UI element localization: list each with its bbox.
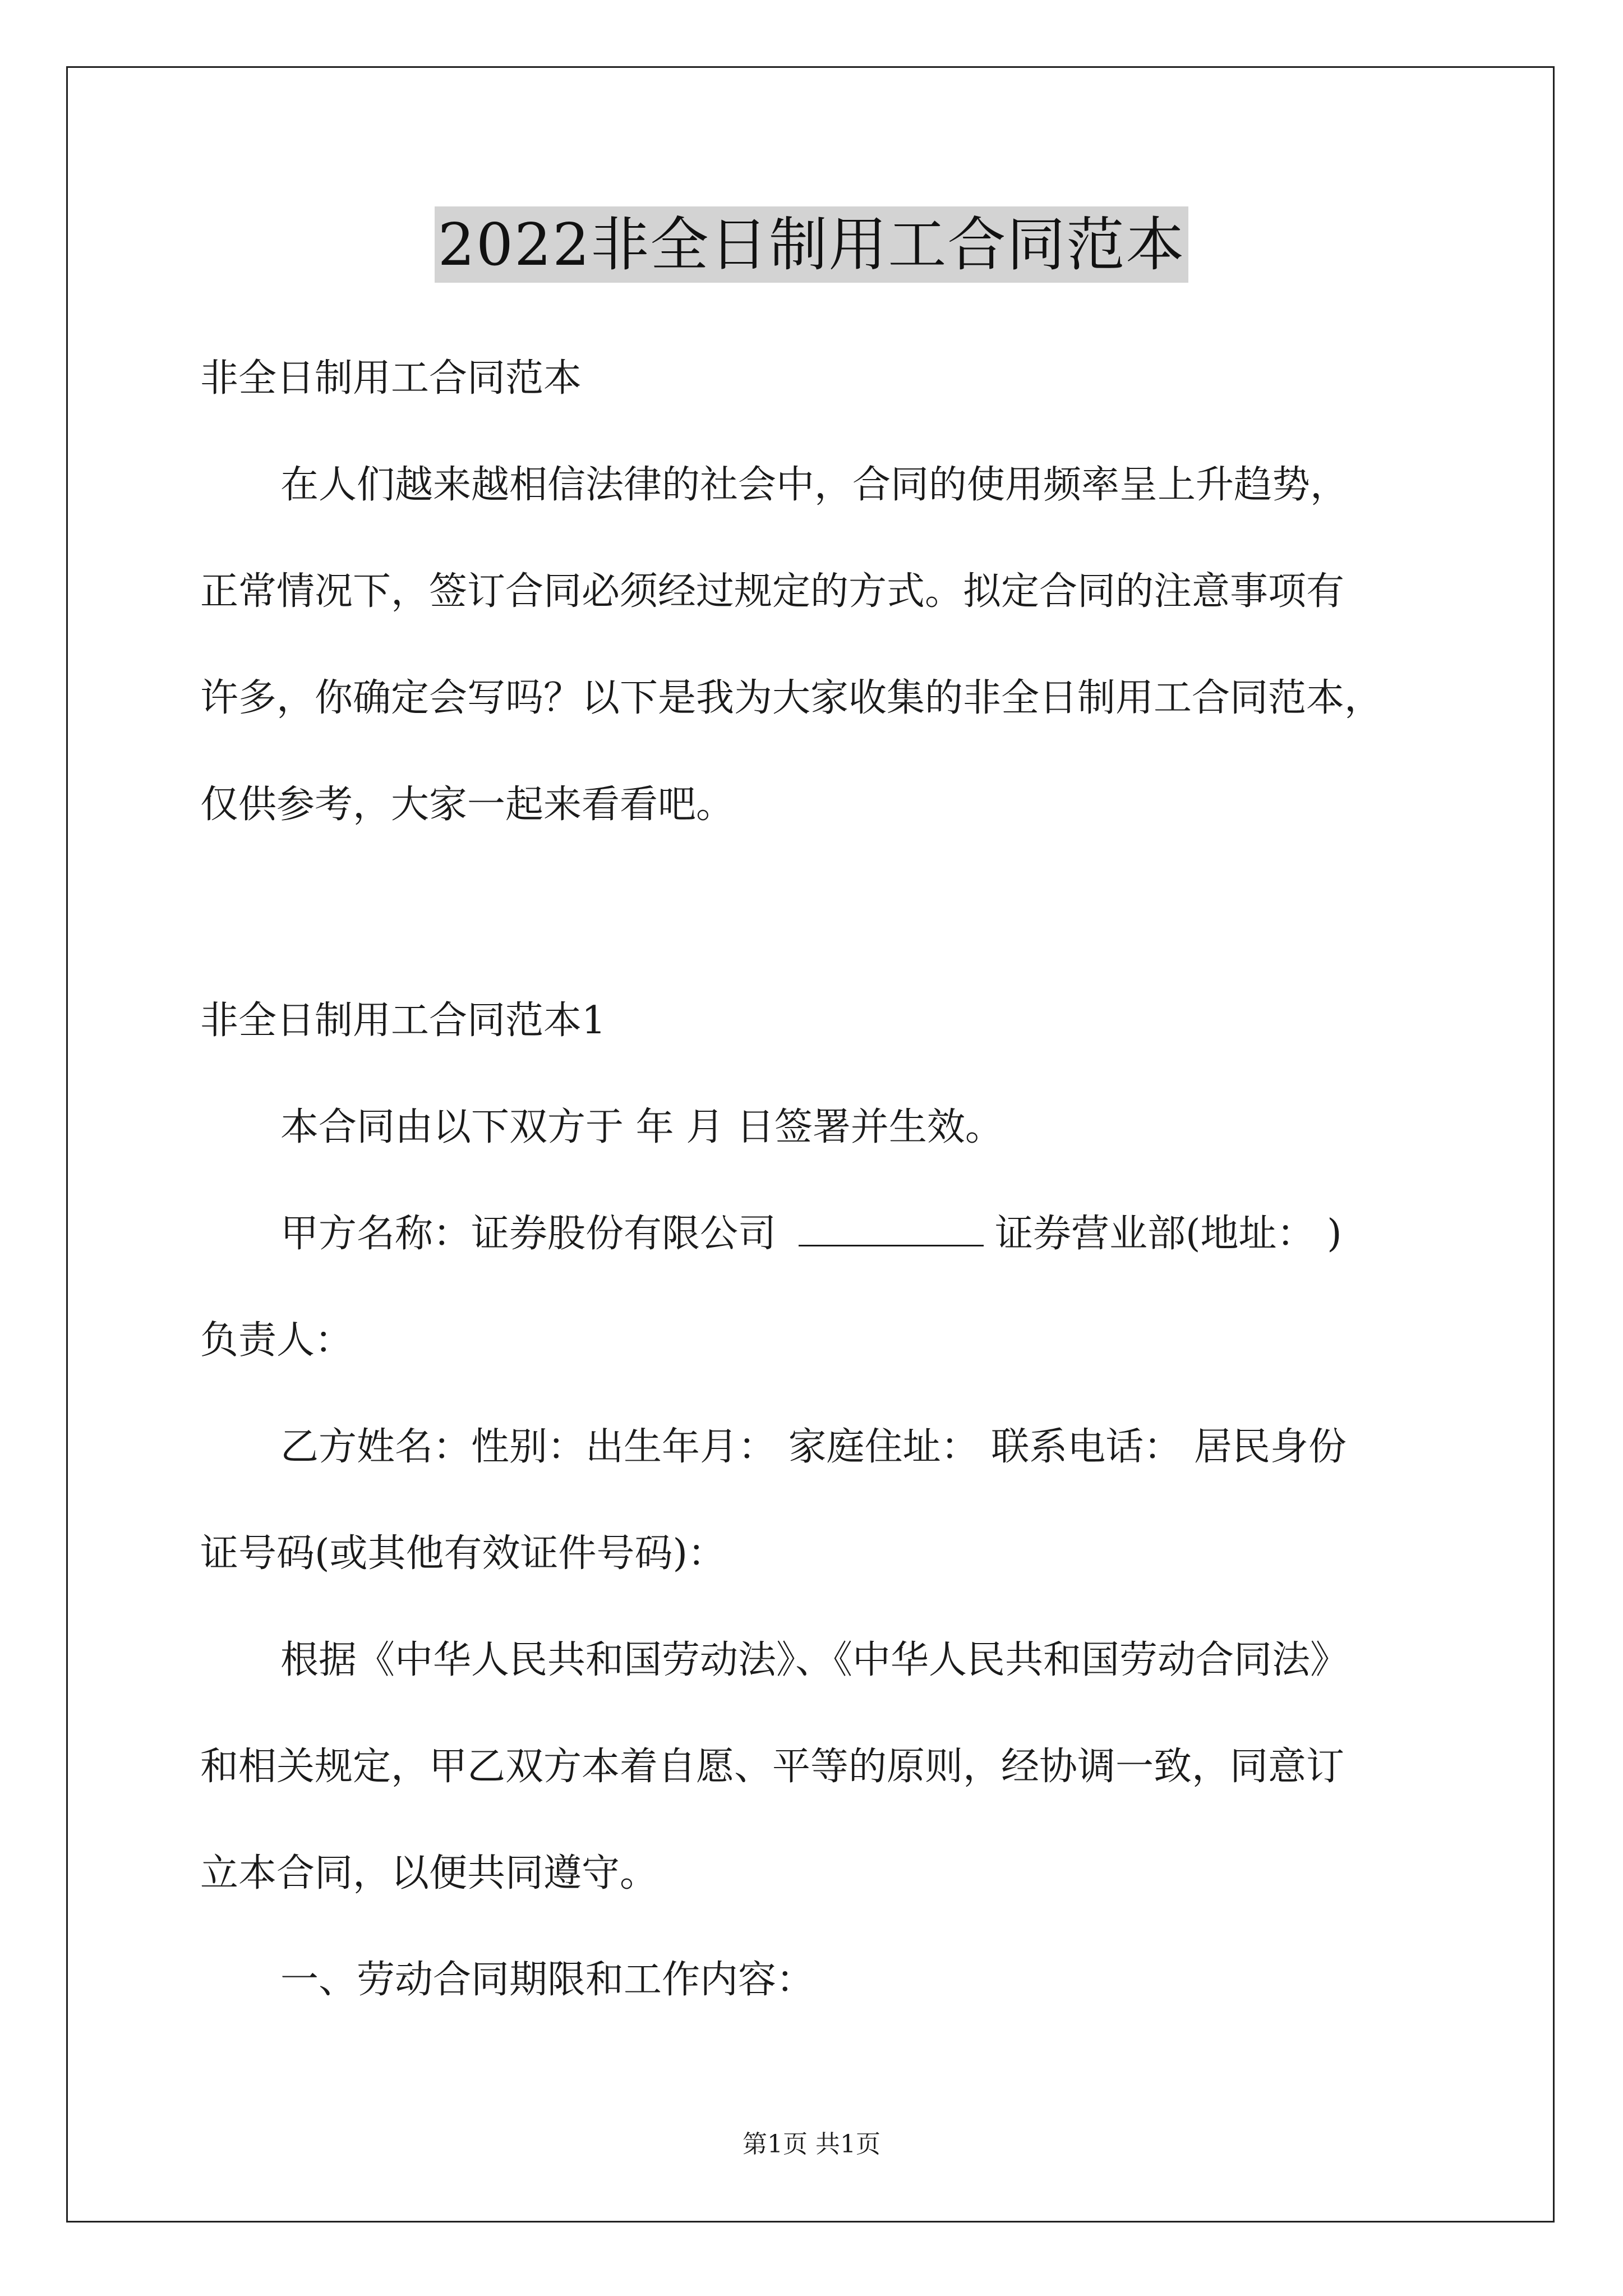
page-footer: 第1页 共1页 (743, 2130, 880, 2159)
section-heading: 非全日制用工合同范本1 (200, 999, 606, 1043)
fill-in-blank (799, 1213, 984, 1246)
intro-line-4: 仅供参考，大家一起来看看吧。 (200, 783, 735, 827)
basis-line-1: 根据《中华人民共和国劳动法》、《中华人民共和国劳动合同法》 (280, 1638, 1349, 1682)
clause-one-heading: 一、劳动合同期限和工作内容： (280, 1958, 815, 2002)
subtitle-line: 非全日制用工合同范本 (200, 356, 582, 401)
contract-date-line: 本合同由以下双方于 年 月 日签署并生效。 (280, 1105, 1003, 1149)
party-b-line-2: 证号码(或其他有效证件号码)： (200, 1531, 726, 1576)
title-container (0, 206, 1623, 283)
document-title: 2022非全日制用工合同范本 (435, 206, 1189, 283)
party-a-line (280, 1209, 1342, 1259)
intro-line-2: 正常情况下，签订合同必须经过规定的方式。拟定合同的注意事项有 (200, 569, 1345, 614)
party-b-line-1: 乙方姓名：性别：出生年月： 家庭住址： 联系电话： 居民身份 (280, 1425, 1347, 1469)
intro-line-3: 许多，你确定会写吗？以下是我为大家收集的非全日制用工合同范本， (200, 676, 1383, 720)
basis-line-3: 立本合同，以便共同遵守。 (200, 1851, 658, 1895)
party-a-branch: 证券营业部(地址： ) (995, 1212, 1342, 1256)
intro-line-1: 在人们越来越相信法律的社会中，合同的使用频率呈上升趋势， (280, 463, 1349, 507)
party-a-name: 甲方名称：证券股份有限公司 (280, 1212, 777, 1256)
party-a-responsible-line: 负责人： (200, 1318, 353, 1363)
basis-line-2: 和相关规定，甲乙双方本着自愿、平等的原则，经协调一致，同意订 (200, 1745, 1345, 1789)
